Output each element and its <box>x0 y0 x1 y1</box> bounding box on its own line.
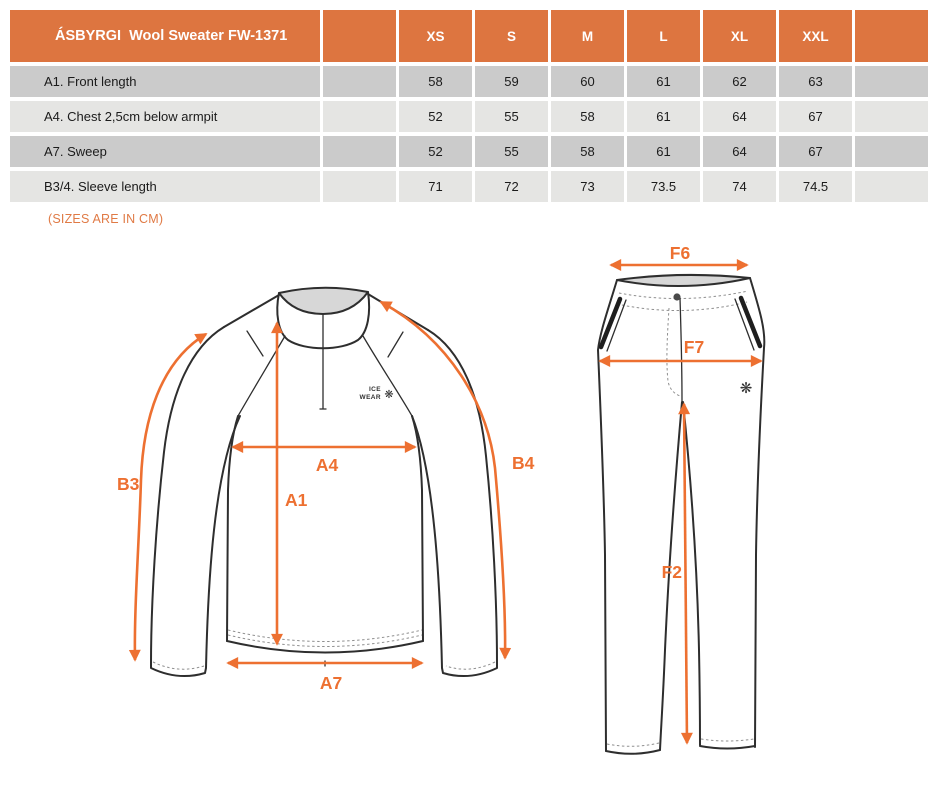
empty-cell <box>855 101 928 132</box>
value-cell: 58 <box>551 101 624 132</box>
icewear-logo <box>360 386 394 401</box>
svg-text:WEAR: WEAR <box>359 394 381 401</box>
sweater-zipper-line <box>320 314 326 409</box>
table-title: ÁSBYRGI Wool Sweater FW-1371 <box>10 10 320 62</box>
row-label-front-length: A1. Front length <box>10 66 320 97</box>
pants-drawing <box>598 275 764 754</box>
value-cell: 74.5 <box>779 171 852 202</box>
measure-label-f6: F6 <box>669 243 691 263</box>
row-label-sleeve-length: B3/4. Sleeve length <box>10 171 320 202</box>
value-cell: 55 <box>475 101 548 132</box>
pants-button <box>673 293 680 300</box>
value-cell: 55 <box>475 136 548 167</box>
garment-diagram <box>0 235 946 785</box>
empty-cell <box>855 136 928 167</box>
empty-cell <box>855 171 928 202</box>
svg-text:ICE: ICE <box>368 386 381 393</box>
measure-label-b3: B3 <box>117 474 140 494</box>
empty-cell <box>323 136 396 167</box>
size-column-header-s: S <box>475 10 548 62</box>
sweater-right-sleeve <box>412 330 497 676</box>
row-label-sweep: A7. Sweep <box>10 136 320 167</box>
value-cell: 52 <box>399 136 472 167</box>
size-column-header-m: M <box>551 10 624 62</box>
measure-label-a4: A4 <box>315 455 339 475</box>
empty-cell <box>855 66 928 97</box>
measure-label-a7: A7 <box>319 673 343 693</box>
value-cell: 60 <box>551 66 624 97</box>
sweater-hem <box>227 641 423 653</box>
value-cell: 59 <box>475 66 548 97</box>
value-cell: 63 <box>779 66 852 97</box>
size-table <box>10 10 928 202</box>
size-column-header-xxl: XXL <box>779 10 852 62</box>
empty-cell <box>323 101 396 132</box>
pants-right-outseam <box>750 278 764 747</box>
sweater-collar-inside <box>279 288 368 314</box>
value-cell: 62 <box>703 66 776 97</box>
sweater-measurements <box>117 302 535 693</box>
empty-cell <box>323 66 396 97</box>
value-cell: 67 <box>779 136 852 167</box>
value-cell: 61 <box>627 66 700 97</box>
measure-arrow-f2 <box>684 404 687 743</box>
measure-label-f7: F7 <box>683 337 705 357</box>
measure-label-b4: B4 <box>512 453 535 473</box>
sizes-unit-note: (SIZES ARE IN CM) <box>48 212 164 226</box>
pants-fly-stitch <box>667 308 680 396</box>
value-cell: 64 <box>703 136 776 167</box>
row-label-chest: A4. Chest 2,5cm below armpit <box>10 101 320 132</box>
value-cell: 52 <box>399 101 472 132</box>
empty-cell <box>323 171 396 202</box>
value-cell: 74 <box>703 171 776 202</box>
value-cell: 58 <box>551 136 624 167</box>
pants-waist-opening <box>617 275 750 286</box>
value-cell: 67 <box>779 101 852 132</box>
measure-arrow-b4 <box>381 302 505 658</box>
snowflake-icon: ❋ <box>739 379 753 397</box>
measure-label-a1: A1 <box>285 490 308 510</box>
value-cell: 58 <box>399 66 472 97</box>
gear-icon: ❋ <box>384 388 394 401</box>
value-cell: 72 <box>475 171 548 202</box>
empty-header-cell <box>855 10 928 62</box>
measure-arrow-b3 <box>135 334 206 660</box>
value-cell: 61 <box>627 136 700 167</box>
size-column-header-xs: XS <box>399 10 472 62</box>
value-cell: 71 <box>399 171 472 202</box>
value-cell: 64 <box>703 101 776 132</box>
size-column-header-xl: XL <box>703 10 776 62</box>
value-cell: 61 <box>627 101 700 132</box>
empty-header-cell <box>323 10 396 62</box>
value-cell: 73.5 <box>627 171 700 202</box>
measure-label-f2: F2 <box>661 562 682 582</box>
sweater-drawing <box>151 288 497 676</box>
value-cell: 73 <box>551 171 624 202</box>
size-column-header-l: L <box>627 10 700 62</box>
